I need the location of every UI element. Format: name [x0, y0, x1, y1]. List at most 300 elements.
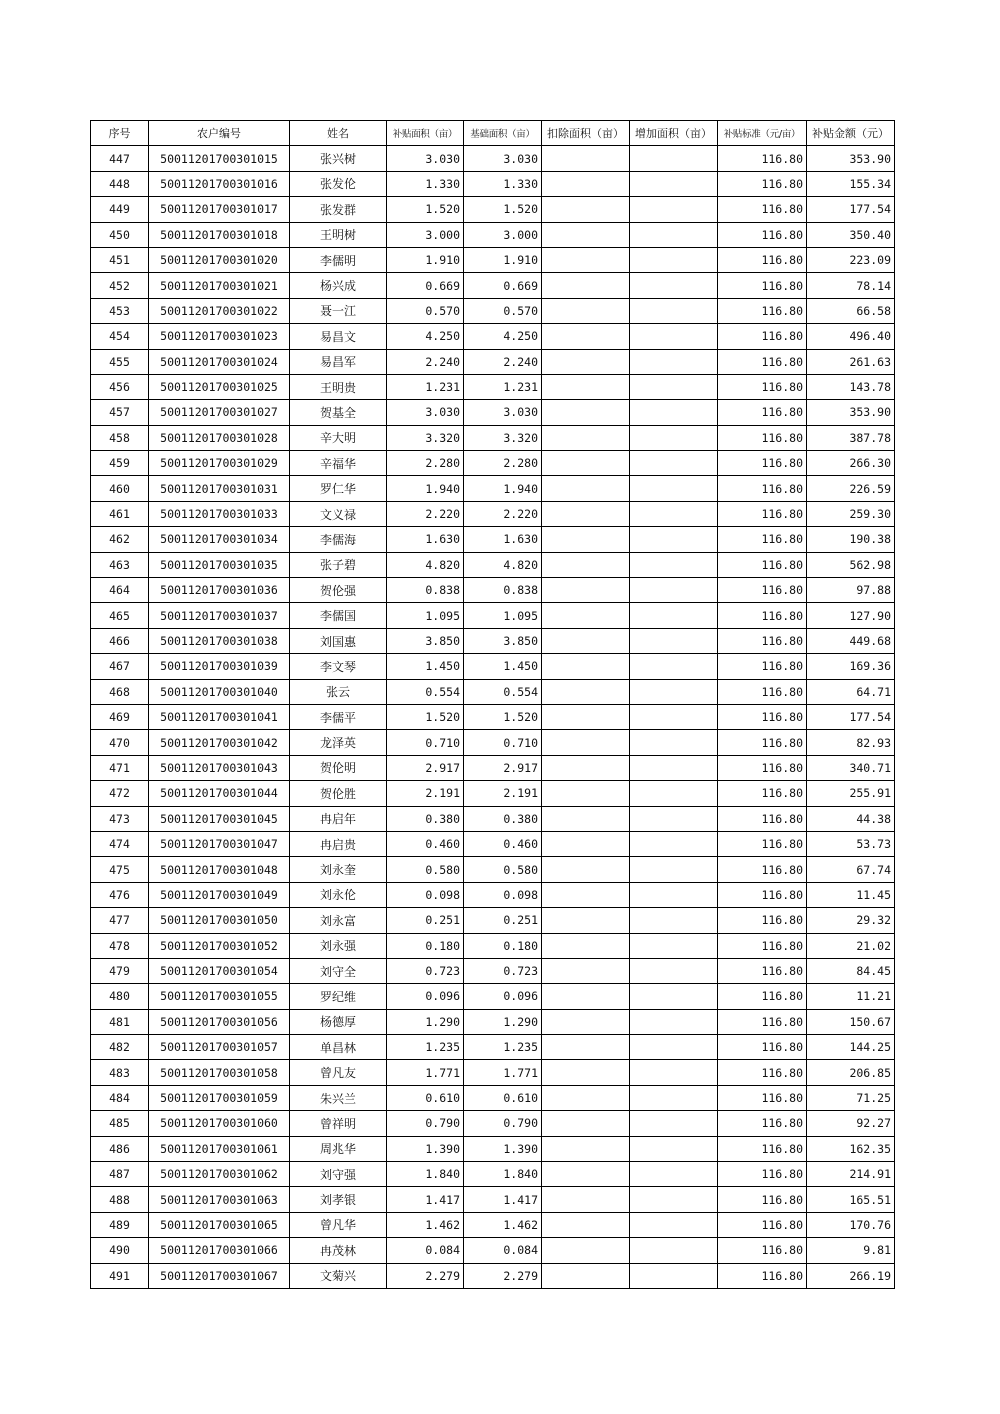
cell-deduct-area — [542, 704, 630, 729]
cell-deduct-area — [542, 1085, 630, 1110]
cell-name: 贺伦胜 — [290, 781, 387, 806]
table-row — [91, 1238, 895, 1263]
cell-farmer-id: 50011201700301038 — [149, 628, 290, 653]
cell-added-area — [630, 654, 718, 679]
cell-subsidy-area: 0.084 — [387, 1238, 464, 1263]
cell-seq: 480 — [91, 984, 149, 1009]
header-deduct-area: 扣除面积（亩） — [542, 121, 630, 146]
cell-added-area — [630, 298, 718, 323]
cell-added-area — [630, 882, 718, 907]
cell-farmer-id: 50011201700301025 — [149, 374, 290, 399]
cell-subsidy-area: 1.630 — [387, 527, 464, 552]
cell-standard: 116.80 — [718, 298, 807, 323]
cell-amount: 78.14 — [807, 273, 895, 298]
cell-seq: 488 — [91, 1187, 149, 1212]
cell-seq: 479 — [91, 958, 149, 983]
cell-subsidy-area: 2.279 — [387, 1263, 464, 1288]
cell-subsidy-area: 1.840 — [387, 1162, 464, 1187]
cell-deduct-area — [542, 171, 630, 196]
cell-farmer-id: 50011201700301056 — [149, 1009, 290, 1034]
cell-amount: 162.35 — [807, 1136, 895, 1161]
cell-base-area: 0.098 — [464, 882, 542, 907]
cell-amount: 84.45 — [807, 958, 895, 983]
cell-amount: 350.40 — [807, 222, 895, 247]
cell-added-area — [630, 578, 718, 603]
cell-name: 刘永强 — [290, 933, 387, 958]
cell-added-area — [630, 1187, 718, 1212]
cell-amount: 206.85 — [807, 1060, 895, 1085]
cell-added-area — [630, 425, 718, 450]
table-row — [91, 222, 895, 247]
cell-added-area — [630, 831, 718, 856]
cell-farmer-id: 50011201700301060 — [149, 1111, 290, 1136]
table-row — [91, 171, 895, 196]
cell-farmer-id: 50011201700301024 — [149, 349, 290, 374]
cell-amount: 261.63 — [807, 349, 895, 374]
cell-seq: 465 — [91, 603, 149, 628]
cell-added-area — [630, 984, 718, 1009]
cell-added-area — [630, 781, 718, 806]
table-row — [91, 501, 895, 526]
cell-standard: 116.80 — [718, 578, 807, 603]
table-row — [91, 755, 895, 780]
cell-base-area: 0.096 — [464, 984, 542, 1009]
cell-farmer-id: 50011201700301058 — [149, 1060, 290, 1085]
table-row — [91, 857, 895, 882]
cell-seq: 476 — [91, 882, 149, 907]
cell-deduct-area — [542, 1238, 630, 1263]
cell-name: 杨德厚 — [290, 1009, 387, 1034]
cell-base-area: 1.330 — [464, 171, 542, 196]
header-row — [91, 121, 895, 146]
cell-standard: 116.80 — [718, 1136, 807, 1161]
table-row — [91, 1212, 895, 1237]
cell-seq: 466 — [91, 628, 149, 653]
cell-deduct-area — [542, 806, 630, 831]
table-row — [91, 1060, 895, 1085]
cell-farmer-id: 50011201700301045 — [149, 806, 290, 831]
cell-amount: 64.71 — [807, 679, 895, 704]
header-name: 姓名 — [290, 121, 387, 146]
cell-name: 刘永奎 — [290, 857, 387, 882]
cell-amount: 190.38 — [807, 527, 895, 552]
cell-deduct-area — [542, 933, 630, 958]
cell-amount: 150.67 — [807, 1009, 895, 1034]
cell-amount: 143.78 — [807, 374, 895, 399]
cell-base-area: 1.910 — [464, 247, 542, 272]
cell-name: 李儒明 — [290, 247, 387, 272]
cell-deduct-area — [542, 1035, 630, 1060]
cell-deduct-area — [542, 730, 630, 755]
cell-added-area — [630, 501, 718, 526]
cell-subsidy-area: 2.191 — [387, 781, 464, 806]
cell-farmer-id: 50011201700301021 — [149, 273, 290, 298]
cell-seq: 473 — [91, 806, 149, 831]
cell-farmer-id: 50011201700301066 — [149, 1238, 290, 1263]
cell-added-area — [630, 1009, 718, 1034]
cell-standard: 116.80 — [718, 324, 807, 349]
cell-amount: 92.27 — [807, 1111, 895, 1136]
cell-seq: 462 — [91, 527, 149, 552]
cell-farmer-id: 50011201700301050 — [149, 908, 290, 933]
cell-added-area — [630, 1035, 718, 1060]
cell-added-area — [630, 679, 718, 704]
cell-added-area — [630, 552, 718, 577]
cell-subsidy-area: 0.570 — [387, 298, 464, 323]
cell-farmer-id: 50011201700301031 — [149, 476, 290, 501]
cell-deduct-area — [542, 527, 630, 552]
cell-farmer-id: 50011201700301016 — [149, 171, 290, 196]
cell-name: 张子碧 — [290, 552, 387, 577]
table-row — [91, 603, 895, 628]
cell-farmer-id: 50011201700301015 — [149, 146, 290, 171]
cell-farmer-id: 50011201700301017 — [149, 197, 290, 222]
cell-standard: 116.80 — [718, 730, 807, 755]
cell-seq: 485 — [91, 1111, 149, 1136]
cell-seq: 464 — [91, 578, 149, 603]
cell-subsidy-area: 1.940 — [387, 476, 464, 501]
table-row — [91, 984, 895, 1009]
cell-farmer-id: 50011201700301061 — [149, 1136, 290, 1161]
cell-amount: 226.59 — [807, 476, 895, 501]
cell-standard: 116.80 — [718, 171, 807, 196]
cell-farmer-id: 50011201700301039 — [149, 654, 290, 679]
cell-deduct-area — [542, 654, 630, 679]
table-row — [91, 654, 895, 679]
cell-standard: 116.80 — [718, 501, 807, 526]
cell-base-area: 0.723 — [464, 958, 542, 983]
cell-name: 贺伦强 — [290, 578, 387, 603]
cell-deduct-area — [542, 578, 630, 603]
cell-farmer-id: 50011201700301027 — [149, 400, 290, 425]
cell-name: 张发群 — [290, 197, 387, 222]
cell-farmer-id: 50011201700301028 — [149, 425, 290, 450]
table-row — [91, 400, 895, 425]
cell-deduct-area — [542, 552, 630, 577]
cell-deduct-area — [542, 1187, 630, 1212]
table-row — [91, 1162, 895, 1187]
cell-standard: 116.80 — [718, 704, 807, 729]
cell-subsidy-area: 1.095 — [387, 603, 464, 628]
cell-standard: 116.80 — [718, 1187, 807, 1212]
cell-deduct-area — [542, 324, 630, 349]
cell-subsidy-area: 4.250 — [387, 324, 464, 349]
cell-base-area: 2.220 — [464, 501, 542, 526]
header-added-area: 增加面积（亩） — [630, 121, 718, 146]
cell-amount: 562.98 — [807, 552, 895, 577]
cell-farmer-id: 50011201700301034 — [149, 527, 290, 552]
cell-deduct-area — [542, 1212, 630, 1237]
cell-subsidy-area: 0.180 — [387, 933, 464, 958]
cell-farmer-id: 50011201700301052 — [149, 933, 290, 958]
cell-base-area: 1.462 — [464, 1212, 542, 1237]
cell-base-area: 1.520 — [464, 704, 542, 729]
cell-name: 周兆华 — [290, 1136, 387, 1161]
cell-amount: 353.90 — [807, 400, 895, 425]
cell-seq: 455 — [91, 349, 149, 374]
cell-amount: 255.91 — [807, 781, 895, 806]
cell-base-area: 1.771 — [464, 1060, 542, 1085]
cell-added-area — [630, 704, 718, 729]
cell-added-area — [630, 755, 718, 780]
cell-seq: 450 — [91, 222, 149, 247]
cell-deduct-area — [542, 984, 630, 1009]
cell-standard: 116.80 — [718, 1035, 807, 1060]
cell-deduct-area — [542, 374, 630, 399]
cell-added-area — [630, 857, 718, 882]
cell-subsidy-area: 0.251 — [387, 908, 464, 933]
cell-added-area — [630, 374, 718, 399]
cell-subsidy-area: 1.450 — [387, 654, 464, 679]
cell-farmer-id: 50011201700301020 — [149, 247, 290, 272]
cell-added-area — [630, 527, 718, 552]
cell-name: 聂一江 — [290, 298, 387, 323]
cell-standard: 116.80 — [718, 933, 807, 958]
cell-deduct-area — [542, 1060, 630, 1085]
cell-added-area — [630, 1212, 718, 1237]
table-row — [91, 425, 895, 450]
cell-subsidy-area: 0.098 — [387, 882, 464, 907]
cell-standard: 116.80 — [718, 831, 807, 856]
cell-subsidy-area: 3.030 — [387, 146, 464, 171]
cell-seq: 453 — [91, 298, 149, 323]
cell-deduct-area — [542, 247, 630, 272]
cell-seq: 449 — [91, 197, 149, 222]
cell-seq: 468 — [91, 679, 149, 704]
cell-standard: 116.80 — [718, 1085, 807, 1110]
table-row — [91, 298, 895, 323]
cell-name: 李儒平 — [290, 704, 387, 729]
cell-subsidy-area: 3.030 — [387, 400, 464, 425]
table-row — [91, 628, 895, 653]
table-row — [91, 324, 895, 349]
cell-name: 刘守强 — [290, 1162, 387, 1187]
table-row — [91, 908, 895, 933]
header-base-area: 基础面积（亩） — [464, 121, 542, 146]
cell-base-area: 0.380 — [464, 806, 542, 831]
cell-standard: 116.80 — [718, 1212, 807, 1237]
cell-name: 辛大明 — [290, 425, 387, 450]
cell-base-area: 0.710 — [464, 730, 542, 755]
table-row — [91, 476, 895, 501]
cell-seq: 448 — [91, 171, 149, 196]
cell-amount: 9.81 — [807, 1238, 895, 1263]
cell-standard: 116.80 — [718, 1060, 807, 1085]
cell-standard: 116.80 — [718, 476, 807, 501]
cell-farmer-id: 50011201700301035 — [149, 552, 290, 577]
cell-standard: 116.80 — [718, 1111, 807, 1136]
cell-amount: 11.45 — [807, 882, 895, 907]
cell-seq: 475 — [91, 857, 149, 882]
cell-farmer-id: 50011201700301023 — [149, 324, 290, 349]
cell-seq: 458 — [91, 425, 149, 450]
table-row — [91, 882, 895, 907]
table-row — [91, 1136, 895, 1161]
cell-amount: 71.25 — [807, 1085, 895, 1110]
cell-deduct-area — [542, 425, 630, 450]
cell-subsidy-area: 0.838 — [387, 578, 464, 603]
cell-subsidy-area: 0.669 — [387, 273, 464, 298]
cell-farmer-id: 50011201700301037 — [149, 603, 290, 628]
cell-deduct-area — [542, 222, 630, 247]
cell-standard: 116.80 — [718, 781, 807, 806]
cell-seq: 489 — [91, 1212, 149, 1237]
cell-deduct-area — [542, 1136, 630, 1161]
cell-amount: 155.34 — [807, 171, 895, 196]
cell-standard: 116.80 — [718, 197, 807, 222]
cell-farmer-id: 50011201700301047 — [149, 831, 290, 856]
cell-name: 冉启贵 — [290, 831, 387, 856]
table-row — [91, 1035, 895, 1060]
cell-farmer-id: 50011201700301040 — [149, 679, 290, 704]
cell-farmer-id: 50011201700301018 — [149, 222, 290, 247]
cell-subsidy-area: 0.554 — [387, 679, 464, 704]
cell-amount: 353.90 — [807, 146, 895, 171]
cell-seq: 486 — [91, 1136, 149, 1161]
cell-seq: 477 — [91, 908, 149, 933]
cell-added-area — [630, 1238, 718, 1263]
cell-farmer-id: 50011201700301044 — [149, 781, 290, 806]
cell-base-area: 0.460 — [464, 831, 542, 856]
cell-subsidy-area: 1.235 — [387, 1035, 464, 1060]
cell-name: 罗仁华 — [290, 476, 387, 501]
table-row — [91, 1263, 895, 1288]
cell-deduct-area — [542, 197, 630, 222]
cell-seq: 469 — [91, 704, 149, 729]
cell-farmer-id: 50011201700301059 — [149, 1085, 290, 1110]
cell-standard: 116.80 — [718, 857, 807, 882]
cell-added-area — [630, 400, 718, 425]
cell-base-area: 1.417 — [464, 1187, 542, 1212]
cell-subsidy-area: 0.460 — [387, 831, 464, 856]
cell-added-area — [630, 908, 718, 933]
cell-base-area: 0.570 — [464, 298, 542, 323]
cell-added-area — [630, 1136, 718, 1161]
cell-added-area — [630, 1060, 718, 1085]
cell-subsidy-area: 2.917 — [387, 755, 464, 780]
cell-base-area: 4.250 — [464, 324, 542, 349]
cell-seq: 472 — [91, 781, 149, 806]
cell-seq: 457 — [91, 400, 149, 425]
cell-standard: 116.80 — [718, 908, 807, 933]
cell-standard: 116.80 — [718, 984, 807, 1009]
cell-amount: 266.19 — [807, 1263, 895, 1288]
cell-base-area: 0.610 — [464, 1085, 542, 1110]
table-row — [91, 781, 895, 806]
cell-name: 张发伦 — [290, 171, 387, 196]
cell-amount: 127.90 — [807, 603, 895, 628]
cell-farmer-id: 50011201700301067 — [149, 1263, 290, 1288]
cell-farmer-id: 50011201700301029 — [149, 451, 290, 476]
cell-added-area — [630, 324, 718, 349]
table-row — [91, 1009, 895, 1034]
table-row — [91, 374, 895, 399]
cell-standard: 116.80 — [718, 1162, 807, 1187]
cell-standard: 116.80 — [718, 552, 807, 577]
cell-subsidy-area: 1.462 — [387, 1212, 464, 1237]
cell-amount: 44.38 — [807, 806, 895, 831]
cell-name: 辛福华 — [290, 451, 387, 476]
cell-name: 刘永富 — [290, 908, 387, 933]
cell-standard: 116.80 — [718, 527, 807, 552]
cell-added-area — [630, 1263, 718, 1288]
cell-standard: 116.80 — [718, 654, 807, 679]
cell-base-area: 0.084 — [464, 1238, 542, 1263]
cell-name: 刘守全 — [290, 958, 387, 983]
table-row — [91, 552, 895, 577]
cell-seq: 471 — [91, 755, 149, 780]
cell-amount: 170.76 — [807, 1212, 895, 1237]
cell-farmer-id: 50011201700301054 — [149, 958, 290, 983]
cell-amount: 340.71 — [807, 755, 895, 780]
cell-standard: 116.80 — [718, 349, 807, 374]
cell-subsidy-area: 1.910 — [387, 247, 464, 272]
cell-base-area: 0.790 — [464, 1111, 542, 1136]
cell-seq: 452 — [91, 273, 149, 298]
cell-added-area — [630, 1085, 718, 1110]
cell-standard: 116.80 — [718, 1263, 807, 1288]
cell-deduct-area — [542, 908, 630, 933]
cell-standard: 116.80 — [718, 806, 807, 831]
cell-added-area — [630, 603, 718, 628]
cell-base-area: 3.000 — [464, 222, 542, 247]
cell-deduct-area — [542, 298, 630, 323]
cell-added-area — [630, 222, 718, 247]
cell-base-area: 1.235 — [464, 1035, 542, 1060]
cell-seq: 454 — [91, 324, 149, 349]
table-row — [91, 247, 895, 272]
table-row — [91, 578, 895, 603]
cell-subsidy-area: 3.850 — [387, 628, 464, 653]
cell-amount: 165.51 — [807, 1187, 895, 1212]
cell-name: 贺伦明 — [290, 755, 387, 780]
cell-added-area — [630, 349, 718, 374]
table-row — [91, 1187, 895, 1212]
cell-subsidy-area: 1.290 — [387, 1009, 464, 1034]
cell-seq: 478 — [91, 933, 149, 958]
cell-amount: 29.32 — [807, 908, 895, 933]
table-row — [91, 146, 895, 171]
cell-base-area: 1.450 — [464, 654, 542, 679]
cell-amount: 97.88 — [807, 578, 895, 603]
cell-name: 李儒海 — [290, 527, 387, 552]
cell-standard: 116.80 — [718, 755, 807, 780]
cell-subsidy-area: 4.820 — [387, 552, 464, 577]
cell-amount: 387.78 — [807, 425, 895, 450]
header-subsidy-area: 补贴面积（亩） — [387, 121, 464, 146]
cell-base-area: 2.280 — [464, 451, 542, 476]
cell-farmer-id: 50011201700301048 — [149, 857, 290, 882]
cell-standard: 116.80 — [718, 882, 807, 907]
cell-deduct-area — [542, 628, 630, 653]
cell-subsidy-area: 1.520 — [387, 197, 464, 222]
table-row — [91, 349, 895, 374]
header-seq: 序号 — [91, 121, 149, 146]
cell-base-area: 2.279 — [464, 1263, 542, 1288]
cell-farmer-id: 50011201700301022 — [149, 298, 290, 323]
cell-standard: 116.80 — [718, 247, 807, 272]
cell-name: 张云 — [290, 679, 387, 704]
cell-name: 贺基全 — [290, 400, 387, 425]
cell-name: 杨兴成 — [290, 273, 387, 298]
cell-amount: 449.68 — [807, 628, 895, 653]
cell-deduct-area — [542, 273, 630, 298]
cell-amount: 66.58 — [807, 298, 895, 323]
cell-deduct-area — [542, 1162, 630, 1187]
cell-deduct-area — [542, 603, 630, 628]
table-row — [91, 806, 895, 831]
table-row — [91, 1111, 895, 1136]
